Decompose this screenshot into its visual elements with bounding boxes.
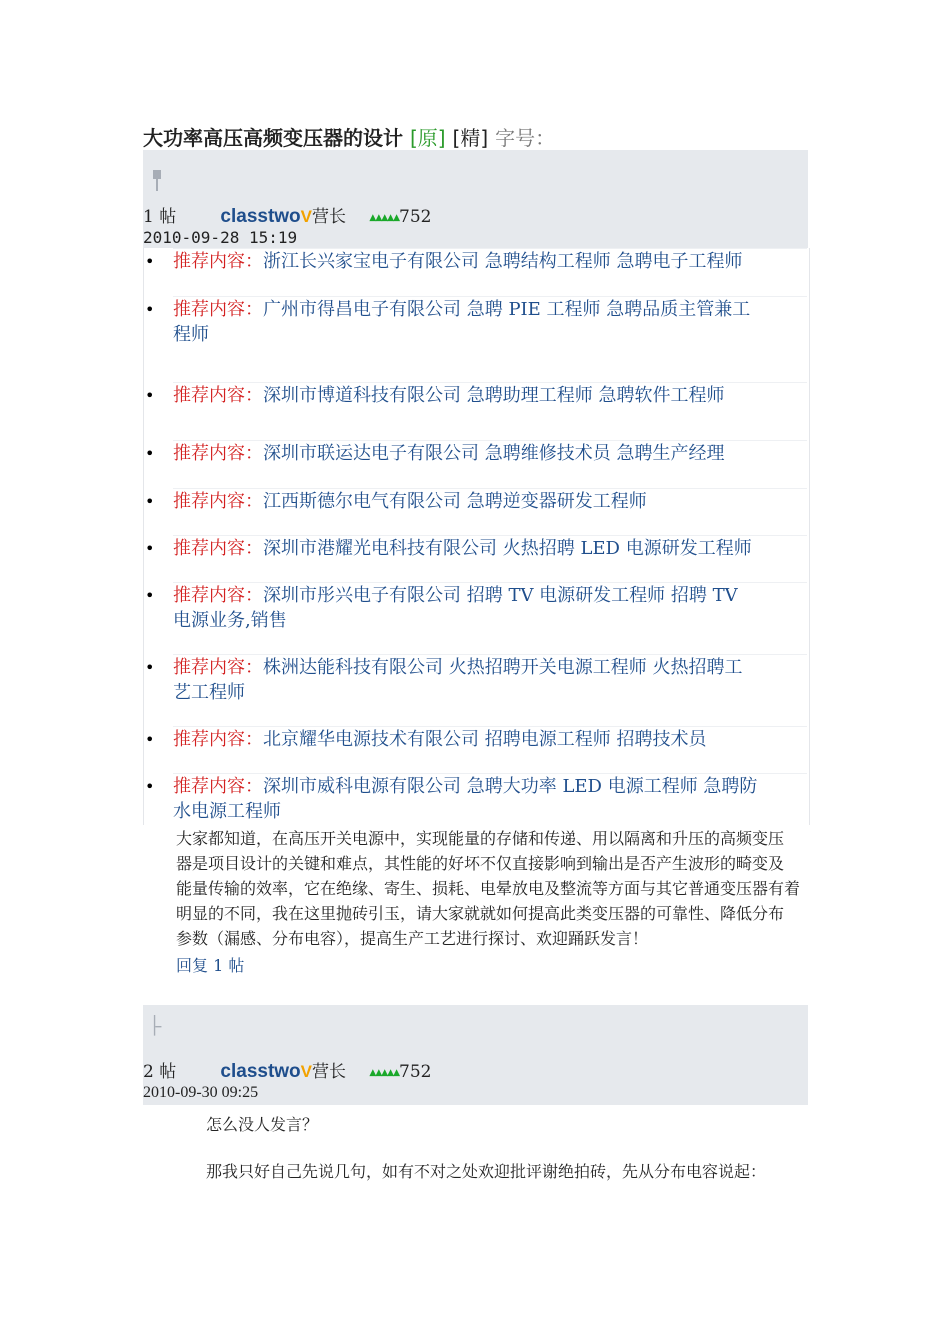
bullet-icon: • [145, 386, 155, 405]
company-link[interactable]: 深圳市彤兴电子有限公司 [263, 585, 461, 606]
user-rank: 营长 [312, 1062, 347, 1082]
company-link[interactable]: 深圳市港耀光电科技有限公司 [263, 538, 497, 559]
font-size-label: 字号： [495, 126, 556, 150]
body-line: 器是项目设计的关键和难点，其性能的好坏不仅直接影响到输出是否产生波形的畸变及 [176, 854, 785, 873]
recommend-label: 推荐内容： [173, 385, 263, 406]
featured-tag[interactable]: [精] [452, 126, 489, 150]
job-links-cont[interactable]: 水电源工程师 [173, 801, 281, 822]
company-link[interactable]: 北京耀华电源技术有限公司 [263, 729, 479, 750]
post1-body [176, 826, 808, 951]
job-links-cont[interactable]: 艺工程师 [173, 682, 245, 703]
list-item [145, 773, 807, 824]
recommend-label: 推荐内容： [173, 251, 263, 272]
post2-meta [143, 1057, 431, 1083]
bullet-icon: • [145, 492, 155, 511]
username-link[interactable]: classtwo [220, 206, 301, 227]
list-item [145, 582, 807, 633]
bullet-icon: • [145, 777, 155, 796]
job-links[interactable]: 急聘维修技术员 急聘生产经理 [479, 443, 725, 464]
bullet-icon: • [145, 539, 155, 558]
company-link[interactable]: 浙江长兴家宝电子有限公司 [263, 251, 479, 272]
job-links[interactable]: 急聘逆变器研发工程师 [461, 491, 647, 512]
company-link[interactable]: 深圳市博道科技有限公司 [263, 385, 461, 406]
list-item [145, 726, 807, 752]
list-item [145, 654, 807, 705]
list-item [145, 296, 807, 347]
recommend-label: 推荐内容： [173, 299, 263, 320]
job-links[interactable]: 招聘电源工程师 招聘技术员 [479, 729, 707, 750]
post1-header [143, 150, 808, 248]
recommend-label: 推荐内容： [173, 585, 263, 606]
rank-stars-icon: ▲▲▲▲▲ [369, 1068, 400, 1078]
company-link[interactable]: 深圳市联运达电子有限公司 [263, 443, 479, 464]
job-links[interactable]: 急聘结构工程师 急聘电子工程师 [479, 251, 743, 272]
recommendation-list [143, 248, 810, 825]
post-date: 2010-09-28 15:19 [143, 228, 298, 247]
job-links-cont[interactable]: 程师 [173, 324, 209, 345]
recommend-label: 推荐内容： [173, 657, 263, 678]
bullet-icon: • [145, 730, 155, 749]
body-line: 明显的不同，我在这里抛砖引玉，请大家就就如何提高此类变压器的可靠性、降低分布 [176, 904, 785, 923]
job-links[interactable]: 急聘大功率 LED 电源工程师 急聘防 [461, 776, 758, 797]
list-item [145, 440, 807, 466]
vip-icon: V [300, 1062, 313, 1081]
user-score: 752 [399, 1062, 432, 1082]
bullet-icon: • [145, 300, 155, 319]
post-thread-icon [153, 1015, 163, 1037]
recommend-label: 推荐内容： [173, 443, 263, 464]
page-title [143, 122, 555, 151]
username-link[interactable]: classtwo [220, 1061, 301, 1082]
job-links[interactable]: 急聘 PIE 工程师 急聘品质主管兼工 [461, 299, 751, 320]
post-number: 2 帖 [143, 1062, 177, 1082]
list-item [145, 382, 807, 408]
list-item [145, 488, 807, 514]
post2-line: 怎么没人发言？ [206, 1115, 319, 1134]
bullet-icon: • [145, 444, 155, 463]
company-link[interactable]: 株洲达能科技有限公司 [263, 657, 443, 678]
recommend-label: 推荐内容： [173, 776, 263, 797]
job-links[interactable]: 火热招聘 LED 电源研发工程师 [497, 538, 752, 559]
body-line: 大家都知道，在高压开关电源中，实现能量的存储和传递、用以隔离和升压的高频变压 [176, 829, 785, 848]
recommend-label: 推荐内容： [173, 538, 263, 559]
user-score: 752 [399, 207, 432, 227]
post-thread-icon [153, 170, 163, 192]
bullet-icon: • [145, 252, 155, 271]
job-links[interactable]: 招聘 TV 电源研发工程师 招聘 TV [461, 585, 738, 606]
rank-stars-icon: ▲▲▲▲▲ [369, 213, 400, 223]
reply-link[interactable]: 回复 1 帖 [176, 956, 245, 975]
body-line: 能量传输的效率，它在绝缘、寄生、损耗、电晕放电及整流等方面与其它普通变压器有着 [176, 879, 801, 898]
original-tag[interactable]: [原] [409, 126, 446, 150]
post-number: 1 帖 [143, 207, 177, 227]
user-rank: 营长 [312, 207, 347, 227]
list-item [145, 248, 807, 274]
job-links[interactable]: 急聘助理工程师 急聘软件工程师 [461, 385, 725, 406]
list-item [145, 535, 807, 561]
recommend-label: 推荐内容： [173, 729, 263, 750]
post1-meta [143, 202, 431, 228]
post2-header [143, 1005, 808, 1105]
job-links-cont[interactable]: 电源业务,销售 [173, 610, 287, 631]
body-line: 参数（漏感、分布电容），提高生产工艺进行探讨、欢迎踊跃发言！ [176, 929, 649, 948]
recommend-label: 推荐内容： [173, 491, 263, 512]
vip-icon: V [300, 207, 313, 226]
job-links[interactable]: 火热招聘开关电源工程师 火热招聘工 [443, 657, 743, 678]
post2-line: 那我只好自己先说几句，如有不对之处欢迎批评谢绝拍砖，先从分布电容说起： [206, 1162, 767, 1181]
title-text: 大功率高压高频变压器的设计 [143, 126, 403, 150]
company-link[interactable]: 深圳市威科电源有限公司 [263, 776, 461, 797]
company-link[interactable]: 广州市得昌电子有限公司 [263, 299, 461, 320]
company-link[interactable]: 江西斯德尔电气有限公司 [263, 491, 461, 512]
post-date: 2010-09-30 09:25 [143, 1084, 259, 1101]
bullet-icon: • [145, 586, 155, 605]
bullet-icon: • [145, 658, 155, 677]
